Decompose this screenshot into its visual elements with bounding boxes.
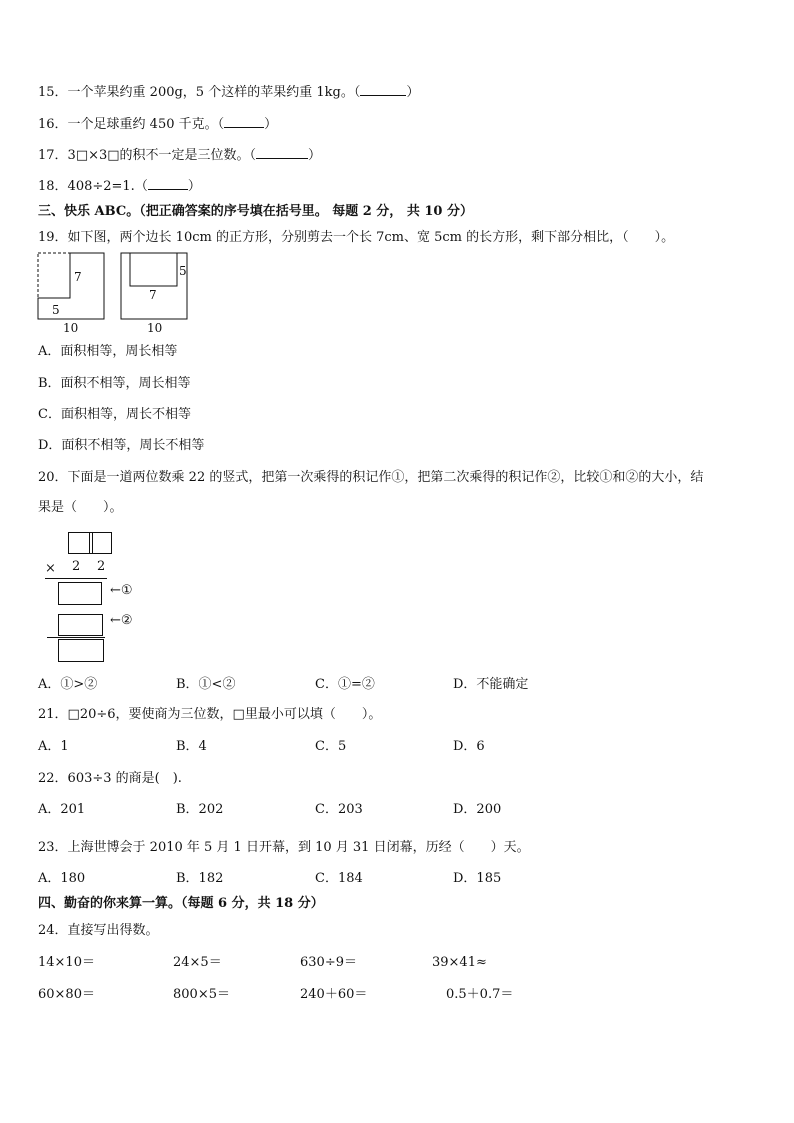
- q23-option-d[interactable]: D．185: [453, 871, 502, 886]
- section-4-heading: 四、勤奋的你来算一算。（每题 6 分，共 18 分）: [38, 896, 324, 911]
- fig-right-label-10: 10: [147, 321, 163, 335]
- q20-option-c[interactable]: C．①=②: [315, 677, 375, 692]
- multiplier-digit-1: 2: [72, 559, 81, 574]
- partial-product-2-box: [58, 614, 103, 636]
- times-sign: ×: [45, 561, 56, 576]
- calc-item: 60×80＝: [38, 987, 95, 1002]
- calc-item: 240＋60＝: [300, 987, 368, 1002]
- fig-left-label-5: 5: [52, 303, 60, 317]
- final-product-box: [58, 639, 104, 662]
- question-21: 21．□20÷6，要使商为三位数，□里最小可以填（ ）。: [38, 707, 382, 722]
- fig-left-label-7: 7: [74, 270, 82, 284]
- arrow-label-1: ←①: [110, 583, 133, 598]
- q20-figure: [40, 530, 170, 665]
- q19-option-a[interactable]: A．面积相等，周长相等: [38, 344, 178, 359]
- question-24: 24．直接写出得数。: [38, 923, 159, 938]
- section-3-heading: 三、快乐 ABC。（把正确答案的序号填在括号里。 每题 2 分， 共 10 分）: [38, 204, 473, 219]
- fig-right-label-7: 7: [149, 288, 157, 302]
- answer-blank[interactable]: [360, 83, 406, 96]
- multiplicand-boxes: [68, 532, 112, 554]
- question-20-line2: 果是（ ）。: [38, 500, 123, 515]
- q21-option-c[interactable]: C．5: [315, 739, 347, 754]
- q21-option-b[interactable]: B．4: [176, 739, 207, 754]
- q20-option-b[interactable]: B．①<②: [176, 677, 236, 692]
- q19-option-b[interactable]: B．面积不相等，周长相等: [38, 376, 191, 391]
- question-19: 19．如下图，两个边长 10cm 的正方形，分别剪去一个长 7cm、宽 5cm 的长方形，剩下部分相比，（ ）。: [38, 230, 675, 245]
- question-23: 23．上海世博会于 2010 年 5 月 1 日开幕，到 10 月 31 日闭幕，历经（ ）天。: [38, 840, 530, 855]
- question-22: 22．603÷3 的商是( ).: [38, 771, 182, 786]
- q21-option-a[interactable]: A．1: [38, 739, 69, 754]
- rule-line: [45, 578, 107, 579]
- calc-item: 24×5＝: [173, 955, 222, 970]
- fig-left-label-10: 10: [63, 321, 79, 335]
- q21-option-d[interactable]: D．6: [453, 739, 485, 754]
- answer-blank[interactable]: [148, 177, 188, 190]
- q19-figure: [37, 252, 197, 334]
- q22-option-c[interactable]: C．203: [315, 802, 363, 817]
- calc-item: 630÷9＝: [300, 955, 357, 970]
- rule-line: [47, 637, 105, 638]
- question-20-line1: 20．下面是一道两位数乘 22 的竖式，把第一次乘得的积记作①，把第二次乘得的积记作②，比较①和②的大小，结: [38, 470, 704, 485]
- multiplier-digit-2: 2: [97, 559, 106, 574]
- question-18: 18．408÷2=1.（ ）: [38, 179, 201, 194]
- calc-item: 800×5＝: [173, 987, 230, 1002]
- q20-option-d[interactable]: D．不能确定: [453, 677, 529, 692]
- q23-option-c[interactable]: C．184: [315, 871, 363, 886]
- fig-right-label-5: 5: [179, 264, 187, 278]
- q20-option-a[interactable]: A．①>②: [38, 677, 98, 692]
- arrow-label-2: ←②: [110, 613, 133, 628]
- q19-option-d[interactable]: D．面积不相等，周长不相等: [38, 438, 205, 453]
- calc-item: 39×41≈: [432, 955, 487, 970]
- q23-option-b[interactable]: B．182: [176, 871, 224, 886]
- q22-option-d[interactable]: D．200: [453, 802, 502, 817]
- q22-option-a[interactable]: A．201: [38, 802, 86, 817]
- question-17: 17．3□×3□的积不一定是三位数。（ ）: [38, 148, 322, 163]
- calc-item: 0.5＋0.7＝: [446, 987, 514, 1002]
- q22-option-b[interactable]: B．202: [176, 802, 224, 817]
- calc-item: 14×10＝: [38, 955, 95, 970]
- answer-blank[interactable]: [224, 115, 264, 128]
- question-15: 15．一个苹果约重 200g，5 个这样的苹果约重 1kg。（ ）: [38, 85, 420, 100]
- answer-blank[interactable]: [256, 146, 308, 159]
- q23-option-a[interactable]: A．180: [38, 871, 86, 886]
- q19-option-c[interactable]: C．面积相等，周长不相等: [38, 407, 191, 422]
- question-16: 16．一个足球重约 450 千克。（ ）: [38, 117, 278, 132]
- partial-product-1-box: [58, 582, 102, 605]
- squares-diagram: [37, 252, 197, 334]
